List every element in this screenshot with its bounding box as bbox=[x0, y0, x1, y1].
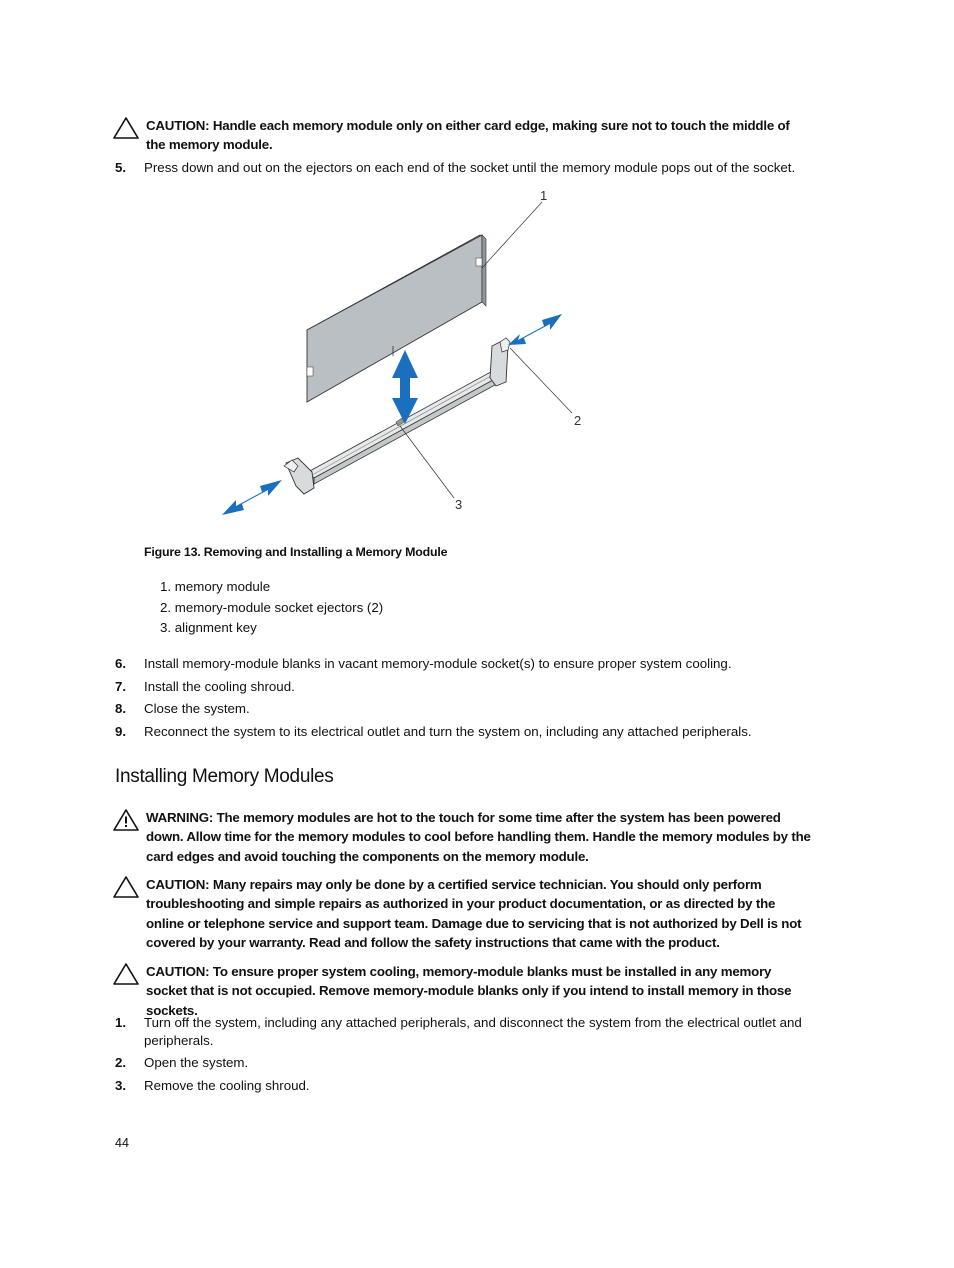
callout-number-2: 2 bbox=[574, 413, 582, 428]
step-number: 9. bbox=[115, 724, 127, 739]
legend-item: 2. memory-module socket ejectors (2) bbox=[160, 600, 384, 615]
step-text: Press down and out on the ejectors on each end of the socket until the memory module pops out of the socket. bbox=[144, 160, 796, 175]
step-text: Install memory-module blanks in vacant memory-module socket(s) to ensure proper system cooling. bbox=[144, 656, 732, 671]
caution-text: CAUTION: Handle each memory module only on either card edge, making sure not to touch the middle of the memory module. bbox=[146, 118, 790, 153]
caution-text: CAUTION: To ensure proper system cooling, memory-module blanks must be installed in any memory socket that is not occupied. Remove memory-module blanks only if you intend to install memory in those sockets. bbox=[146, 964, 792, 1018]
step-number: 5. bbox=[115, 160, 127, 175]
warning-icon bbox=[112, 808, 140, 832]
callout-line-3 bbox=[400, 426, 454, 498]
callout-number-3: 3 bbox=[455, 497, 463, 512]
legend-item: 3. alignment key bbox=[160, 620, 257, 635]
module-insert-arrow bbox=[392, 350, 418, 424]
caution-icon bbox=[112, 962, 140, 986]
step-number: 3. bbox=[115, 1078, 127, 1093]
step-text: Turn off the system, including any attached peripherals, and disconnect the system from the electrical outlet and peripherals. bbox=[144, 1015, 802, 1048]
legend-item: 1. memory module bbox=[160, 579, 271, 594]
step-number: 6. bbox=[115, 656, 127, 671]
step-text: Install the cooling shroud. bbox=[144, 679, 295, 694]
step-number: 8. bbox=[115, 701, 127, 716]
left-ejector-arrow bbox=[222, 480, 282, 515]
right-ejector-arrow bbox=[508, 314, 562, 345]
step-text: Close the system. bbox=[144, 701, 250, 716]
step-text: Open the system. bbox=[144, 1055, 249, 1070]
step-number: 1. bbox=[115, 1015, 127, 1030]
memory-module-figure bbox=[200, 180, 620, 525]
step-text: Remove the cooling shroud. bbox=[144, 1078, 310, 1093]
caution-icon bbox=[112, 116, 140, 140]
step-text: Reconnect the system to its electrical outlet and turn the system on, including any attached peripherals. bbox=[144, 724, 752, 739]
caution-text: CAUTION: Many repairs may only be done by a certified service technician. You should only perform troubleshooting and simple repairs as authorized in your product documentation, or as directed by the online or telephone service and support team. Damage due to servicing that is not authorized by Dell is not covered by your warranty. Read and follow the safety instructions that came with the product. bbox=[146, 877, 802, 951]
step-number: 7. bbox=[115, 679, 127, 694]
section-heading: Installing Memory Modules bbox=[115, 766, 334, 787]
callout-number-1: 1 bbox=[540, 188, 548, 203]
figure-caption: Figure 13. Removing and Installing a Memory Module bbox=[144, 545, 448, 559]
callout-line-1 bbox=[482, 202, 542, 268]
caution-icon bbox=[112, 875, 140, 899]
callout-line-2 bbox=[510, 348, 572, 413]
step-number: 2. bbox=[115, 1055, 127, 1070]
warning-text: WARNING: The memory modules are hot to the touch for some time after the system has been powered down. Allow time for the memory modules to cool before handling them. Handle the memory modules by the card edges and avoid touching the components on the memory module. bbox=[146, 810, 811, 864]
page-number: 44 bbox=[115, 1136, 129, 1150]
